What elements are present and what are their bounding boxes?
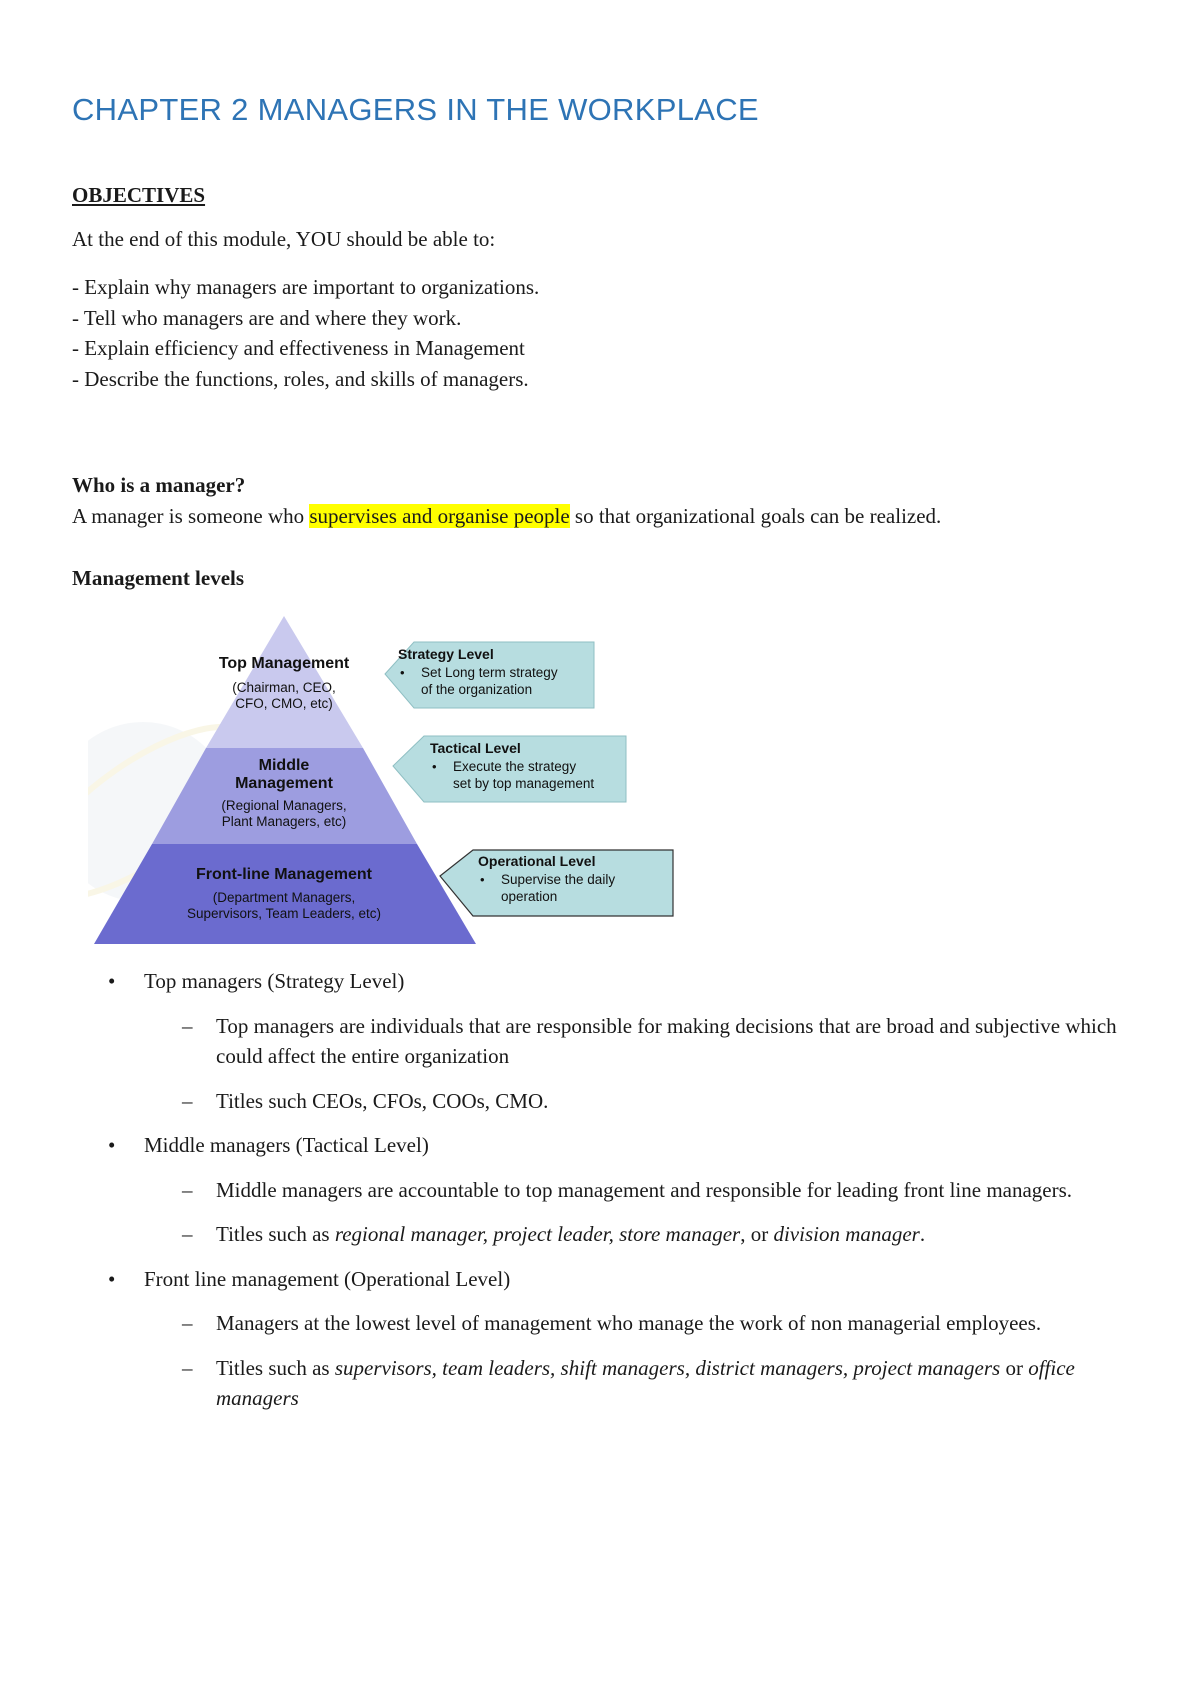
sub-item-text: or [1000, 1355, 1029, 1380]
bullet-marker: • [108, 969, 116, 993]
sub-list-item [72, 1011, 1142, 1072]
tier-detail-top: (Chairman, CEO, [232, 680, 336, 695]
tier-detail-front-line: (Department Managers, [212, 890, 356, 905]
sub-item-text: Titles such CEOs, CFOs, COOs, CMO. [216, 1088, 549, 1113]
bullet-marker: • [108, 1133, 116, 1157]
dash-marker: – [182, 1311, 193, 1335]
sub-item-text: Top managers are individuals that are responsible for making decisions that are broad and subjective which could affect the entire organization [216, 1013, 1117, 1068]
bullet-marker: • [108, 1266, 116, 1291]
tier-detail-middle: Plant Managers, etc) [221, 814, 347, 829]
chapter-title: CHAPTER 2 MANAGERS IN THE WORKPLACE [72, 92, 759, 127]
tier-detail-front-line: Supervisors, Team Leaders, etc) [186, 906, 382, 921]
dash-marker: – [182, 1013, 193, 1038]
callout-text-strategy: Set Long term strategy [421, 665, 558, 680]
dash-marker: – [182, 1355, 193, 1380]
sub-list [144, 1011, 1142, 1117]
sub-item-italic: division manager [773, 1222, 920, 1246]
sub-list-item [72, 1219, 1142, 1250]
highlighted-phrase: supervises and organise people [309, 504, 570, 528]
sub-item-text: . [919, 1222, 926, 1246]
callout-bullet: • [432, 759, 437, 774]
objectives-heading: OBJECTIVES [72, 183, 206, 207]
sub-list-item [72, 1086, 1142, 1117]
list-item [72, 966, 1142, 1116]
sub-item-text: Managers at the lowest level of management who manage the work of non managerial employees. [216, 1311, 1042, 1335]
callout-text-strategy: of the organization [421, 682, 533, 697]
tier-title-front-line: Front-line Management [195, 866, 373, 883]
callout-title-strategy: Strategy Level [398, 646, 494, 662]
sub-item-text: , or [740, 1222, 774, 1246]
list-item-label: Middle managers (Tactical Level) [144, 1133, 429, 1157]
sub-list [144, 1175, 1142, 1250]
sub-item-italic: regional manager, project leader, store manager [334, 1222, 741, 1246]
tier-title-top: Top Management [218, 655, 350, 672]
sub-list-item [72, 1175, 1142, 1206]
callout-bullet: • [480, 872, 485, 887]
callout-text-tactical: set by top management [453, 776, 595, 791]
sub-item-italic: supervisors, team leaders, shift managers, district managers, project managers [334, 1355, 1001, 1380]
callout-text-operational: operation [501, 889, 558, 904]
tier-detail-middle: (Regional Managers, [221, 798, 347, 813]
callout-bullet: • [400, 665, 405, 680]
sub-item-text: Titles such as [216, 1222, 335, 1246]
dash-marker: – [182, 1222, 193, 1246]
levels-heading: Management levels [72, 566, 245, 590]
definition-text: so that organizational goals can be realized. [569, 504, 942, 528]
objective-item: - Explain why managers are important to organizations. [72, 275, 540, 299]
management-pyramid-diagram [88, 612, 688, 952]
who-heading: Who is a manager? [72, 473, 246, 497]
tier-title-middle: Management [235, 775, 333, 792]
who-definition [72, 501, 941, 531]
sub-list [144, 1308, 1142, 1414]
callout-text-tactical: Execute the strategy [453, 759, 577, 774]
dash-marker: – [182, 1177, 193, 1202]
objectives-intro: At the end of this module, YOU should be able to: [72, 227, 496, 251]
management-levels-list [72, 966, 1142, 1428]
tier-title-middle: Middle [258, 757, 310, 774]
objective-item: - Explain efficiency and effectiveness in Management [72, 336, 525, 360]
objective-item: - Describe the functions, roles, and skills of managers. [72, 366, 529, 391]
callout-text-operational: Supervise the daily [501, 872, 616, 887]
objectives-list [72, 272, 539, 394]
dash-marker: – [182, 1088, 193, 1113]
list-item-label: Front line management (Operational Level) [144, 1266, 511, 1291]
sub-list-item [72, 1353, 1142, 1414]
callout-title-operational: Operational Level [478, 853, 596, 869]
callout-title-tactical: Tactical Level [430, 740, 521, 756]
list-item [72, 1130, 1142, 1250]
list-item [72, 1264, 1142, 1414]
list-item-label: Top managers (Strategy Level) [144, 969, 405, 993]
sub-item-italic: office managers [216, 1355, 1075, 1410]
objective-item: - Tell who managers are and where they work. [72, 305, 462, 330]
sub-list-item [72, 1308, 1142, 1339]
definition-text: A manager is someone who [72, 504, 310, 528]
tier-detail-top: CFO, CMO, etc) [235, 696, 333, 711]
sub-item-text: Middle managers are accountable to top management and responsible for leading front line managers. [216, 1177, 1073, 1202]
sub-item-text: Titles such as [216, 1355, 335, 1380]
